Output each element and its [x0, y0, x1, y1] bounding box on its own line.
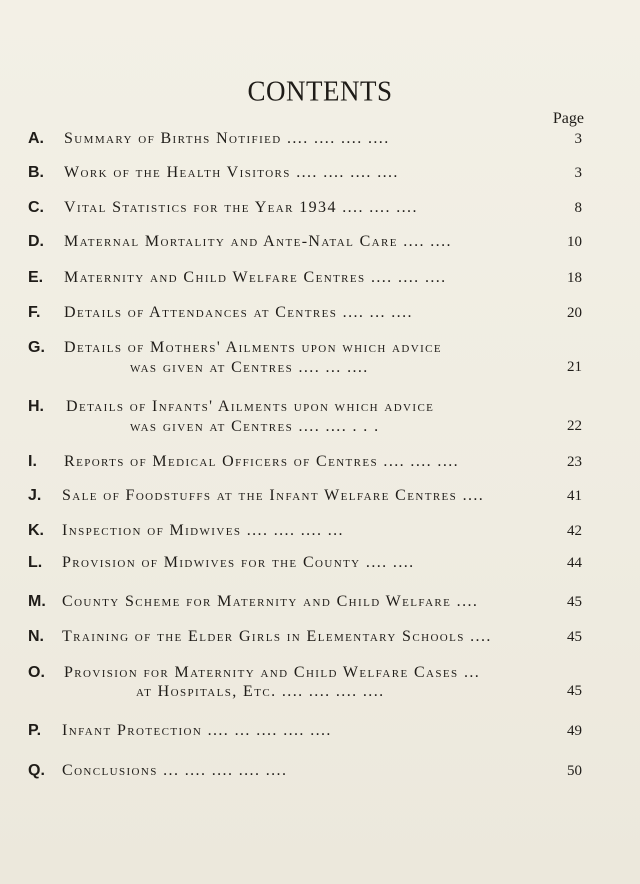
page-title: CONTENTS [247, 75, 393, 107]
entry-title: Infant Protection .... ... .... .... .... [62, 722, 332, 739]
entry-letter: P. [28, 722, 42, 739]
entry-title: Conclusions ... .... .... .... .... [62, 762, 288, 779]
entry-page-number: 22 [567, 418, 582, 434]
entry-title: Sale of Foodstuffs at the Infant Welfare Centres .... [62, 487, 485, 504]
entry-title: County Scheme for Maternity and Child Welfare .... [62, 593, 479, 610]
entry-title-continued: was given at Centres .... .... . . . [130, 418, 380, 435]
entry-title: Training of the Elder Girls in Elementary Schools .... [62, 628, 492, 645]
entry-page-number: 18 [567, 270, 582, 286]
page-column-header: Page [552, 110, 584, 127]
entry-page-number: 3 [574, 131, 582, 147]
entry-page-number: 42 [567, 523, 582, 539]
entry-letter: Q. [28, 762, 45, 779]
entry-page-number: 50 [567, 763, 582, 779]
entry-title: Details of Mothers' Ailments upon which advice [64, 339, 443, 356]
entry-letter: M. [28, 593, 46, 610]
entry-page-number: 23 [567, 454, 582, 470]
entry-title-continued: was given at Centres .... ... .... [130, 359, 369, 376]
entry-page-number: 45 [567, 683, 582, 699]
entry-title: Summary of Births Notified .... .... .... .... [64, 130, 390, 147]
entry-title-continued: at Hospitals, Etc. .... .... .... .... [136, 683, 385, 700]
entry-letter: G. [28, 339, 45, 356]
entry-title: Provision of Midwives for the County .... .... [62, 554, 415, 571]
entry-letter: F. [28, 304, 41, 321]
entry-page-number: 45 [567, 594, 582, 610]
entry-page-number: 20 [567, 305, 582, 321]
entry-page-number: 45 [567, 629, 582, 645]
entry-letter: O. [28, 664, 45, 681]
entry-title: Maternal Mortality and Ante-Natal Care .... .... [64, 233, 452, 250]
entry-page-number: 3 [574, 165, 582, 181]
entry-letter: I. [28, 453, 37, 470]
entry-title: Details of Infants' Ailments upon which advice [66, 398, 435, 415]
entry-letter: C. [28, 199, 44, 216]
entry-letter: J. [28, 487, 42, 504]
entry-letter: B. [28, 164, 44, 181]
entry-page-number: 21 [567, 359, 582, 375]
entry-page-number: 49 [567, 723, 582, 739]
entry-title: Work of the Health Visitors .... .... .... .... [64, 164, 399, 181]
entry-page-number: 44 [567, 555, 582, 571]
entry-title: Provision for Maternity and Child Welfare Cases ... [64, 664, 481, 681]
entry-letter: H. [28, 398, 44, 415]
entry-letter: E. [28, 269, 44, 286]
entry-letter: N. [28, 628, 44, 645]
entry-page-number: 41 [567, 488, 582, 504]
entry-title: Vital Statistics for the Year 1934 .... .... .... [64, 199, 418, 216]
entry-letter: A. [28, 130, 44, 147]
entry-letter: K. [28, 522, 44, 539]
entry-letter: L. [28, 554, 43, 571]
entry-page-number: 8 [574, 200, 582, 216]
entry-title: Details of Attendances at Centres .... ... .... [64, 304, 413, 321]
entry-letter: D. [28, 233, 44, 250]
entry-title: Reports of Medical Officers of Centres .... .... .... [64, 453, 460, 470]
entry-title: Inspection of Midwives .... .... .... ... [62, 522, 344, 539]
entry-page-number: 10 [567, 234, 582, 250]
entry-title: Maternity and Child Welfare Centres .... .... .... [64, 269, 447, 286]
